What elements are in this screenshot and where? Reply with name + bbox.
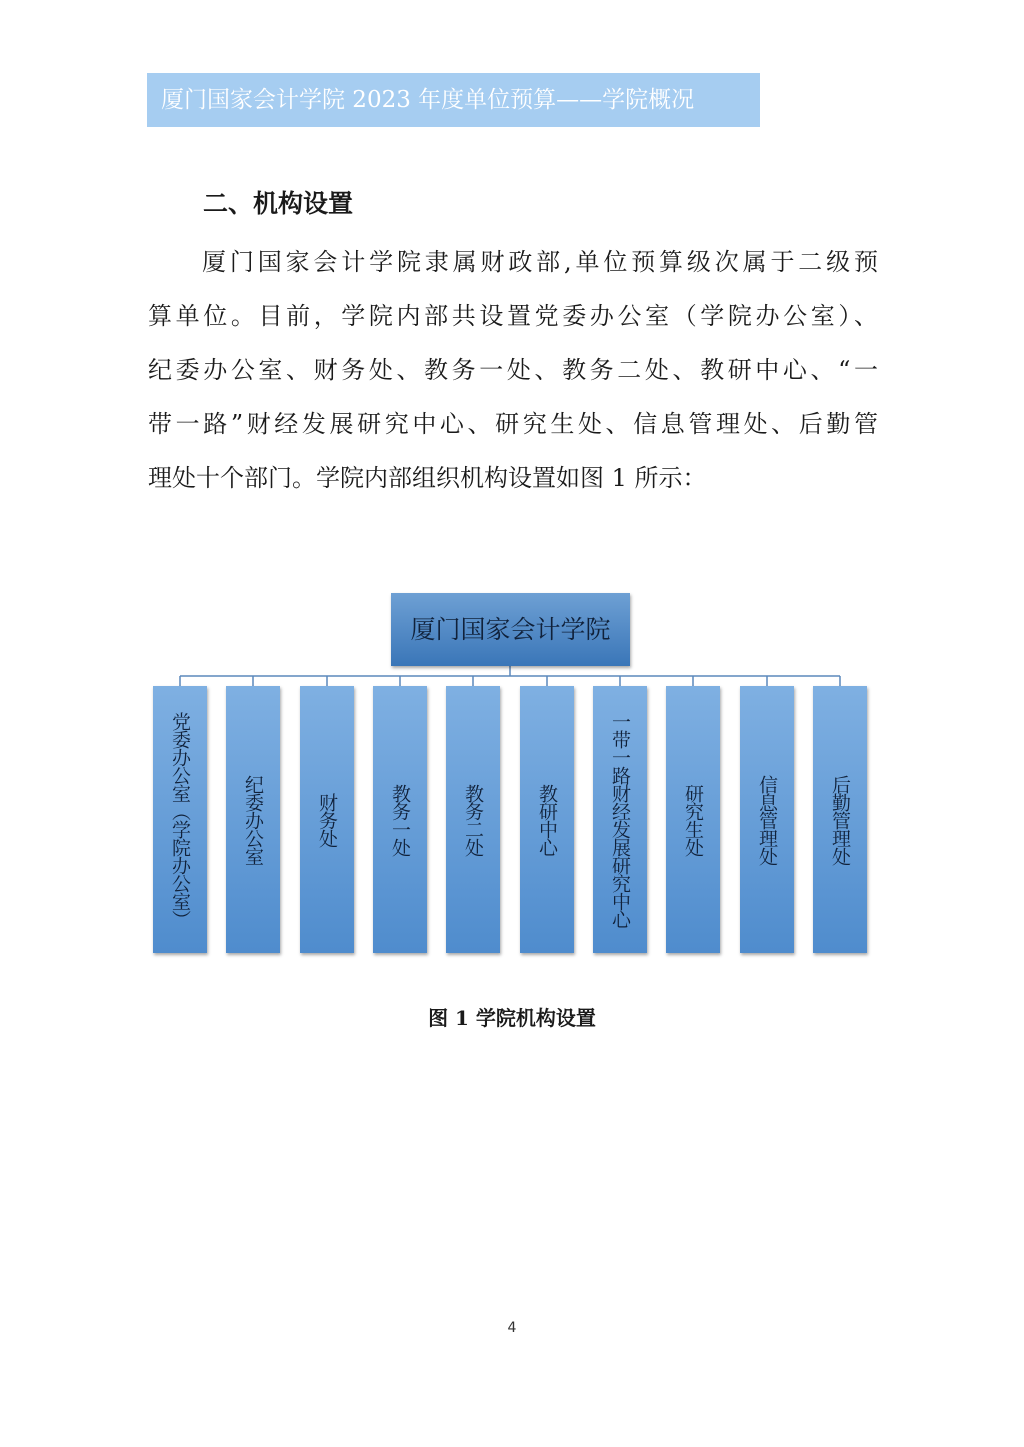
dept-box-finance: [300, 686, 354, 953]
dept-label: 教研中心: [536, 783, 558, 856]
paragraph-line: 算单位。目前，学院内部共设置党委办公室（学院办公室）、: [148, 302, 878, 330]
dept-label: 教务二处: [462, 783, 484, 856]
dept-box-teaching-research: [520, 686, 574, 953]
org-chart-root: 厦门国家会计学院: [391, 593, 630, 666]
dept-label: 党委办公室（学院办公室）: [169, 711, 191, 928]
page-number: 4: [507, 1320, 517, 1336]
dept-label: 研究生处: [682, 783, 704, 856]
paragraph-line: 带一路”财经发展研究中心、研究生处、信息管理处、后勤管: [148, 410, 878, 438]
dept-box-graduate: [666, 686, 720, 953]
dept-box-discipline-office: [226, 686, 280, 953]
dept-label: 信息管理处: [756, 774, 778, 865]
figure-caption: 图 1 学院机构设置: [428, 1006, 596, 1030]
dept-label: 财务处: [316, 792, 338, 847]
dept-box-academic-2: [446, 686, 500, 953]
dept-box-belt-road-center: [593, 686, 647, 953]
section-title: 二、机构设置: [203, 189, 354, 218]
dept-box-party-office: [153, 686, 207, 953]
paragraph-line: 理处十个部门。学院内部组织机构设置如图 1 所示：: [148, 464, 707, 492]
header-title: 厦门国家会计学院 2023 年度单位预算——学院概况: [161, 87, 695, 113]
dept-box-info-management: [740, 686, 794, 953]
dept-box-academic-1: [373, 686, 427, 953]
header-band: [147, 73, 760, 127]
dept-label: 纪委办公室: [242, 774, 264, 865]
dept-box-logistics: [813, 686, 867, 953]
dept-label: 后勤管理处: [829, 774, 851, 865]
dept-label: 一带一路财经发展研究中心: [609, 711, 631, 928]
paragraph-line: 厦门国家会计学院隶属财政部,单位预算级次属于二级预: [202, 248, 878, 276]
body-paragraph: [148, 235, 878, 505]
paragraph-line: 纪委办公室、财务处、教务一处、教务二处、教研中心、“一: [148, 356, 878, 384]
dept-label: 教务一处: [389, 783, 411, 856]
